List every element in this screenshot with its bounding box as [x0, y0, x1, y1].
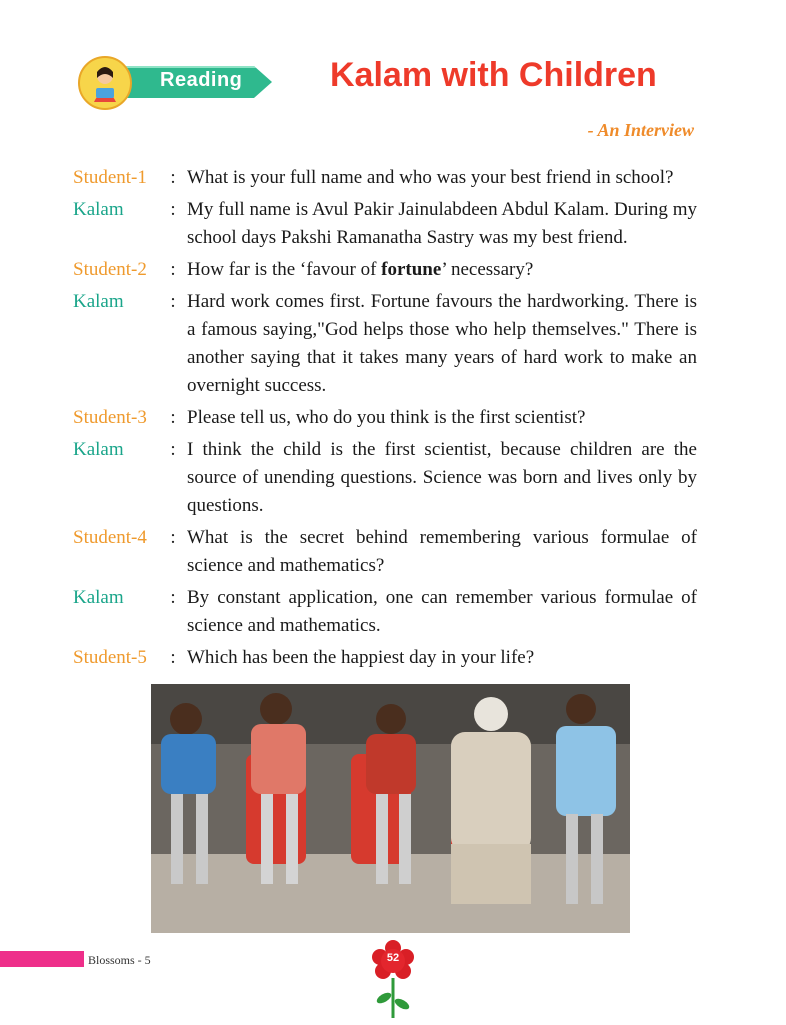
speaker-label: Student-2	[73, 259, 147, 280]
text-part: How far is the ‘favour of	[187, 259, 382, 280]
kalam-with-children-photo	[151, 684, 630, 933]
reading-girl-icon	[78, 56, 132, 110]
badge-label: Reading	[160, 69, 243, 91]
dialogue-row	[73, 404, 697, 432]
speaker-label: Student-1	[73, 167, 147, 188]
dialogue-row	[73, 256, 697, 284]
dialogue-text: What is your full name and who was your best friend in school?	[187, 167, 674, 188]
separator-colon: :	[170, 291, 176, 312]
dialogue-text	[187, 256, 697, 284]
separator-colon: :	[170, 647, 176, 668]
book-title: Blossoms - 5	[88, 953, 151, 967]
dialogue-text: I think the child is the first scientist, because children are the source of unending questions. Science was born and lives only by questions.	[187, 439, 697, 516]
speaker-label: Kalam	[73, 291, 124, 312]
separator-colon: :	[170, 259, 176, 280]
page-subtitle: - An Interview	[587, 120, 694, 140]
dialogue-row	[73, 436, 697, 520]
page-number: 52	[386, 952, 400, 964]
dialogue-text: My full name is Avul Pakir Jainulabdeen Abdul Kalam. During my school days Pakshi Ramanatha Sastry was my best friend.	[187, 199, 697, 248]
dialogue-row	[73, 196, 697, 252]
dialogue-text: Hard work comes first. Fortune favours the hardworking. There is a famous saying,"God helps those who help themselves." There is another saying that it takes many years of hard work to make an overnight success.	[187, 291, 697, 396]
separator-colon: :	[170, 407, 176, 428]
interview-dialogue	[73, 164, 697, 676]
dialogue-row	[73, 644, 697, 672]
speaker-label: Kalam	[73, 439, 124, 460]
speaker-label: Kalam	[73, 199, 124, 220]
dialogue-row	[73, 288, 697, 400]
footer-accent-bar	[0, 951, 84, 967]
speaker-label: Kalam	[73, 587, 124, 608]
page-title: Kalam with Children	[330, 56, 657, 94]
photo-illustration	[151, 684, 630, 933]
separator-colon: :	[170, 199, 176, 220]
dialogue-text: What is the secret behind remembering various formulae of science and mathematics?	[187, 527, 697, 576]
dialogue-text: By constant application, one can remember various formulae of science and mathematics.	[187, 587, 697, 636]
separator-colon: :	[170, 439, 176, 460]
text-part: ’ necessary?	[441, 259, 534, 280]
speaker-label: Student-5	[73, 647, 147, 668]
speaker-label: Student-3	[73, 407, 147, 428]
separator-colon: :	[170, 167, 176, 188]
dialogue-text: Which has been the happiest day in your life?	[187, 647, 535, 668]
dialogue-row	[73, 584, 697, 640]
dialogue-row	[73, 524, 697, 580]
bold-word: fortune	[381, 259, 442, 280]
separator-colon: :	[170, 527, 176, 548]
dialogue-text: Please tell us, who do you think is the first scientist?	[187, 407, 586, 428]
dialogue-row	[73, 164, 697, 192]
separator-colon: :	[170, 587, 176, 608]
speaker-label: Student-4	[73, 527, 147, 548]
reading-badge	[74, 56, 274, 106]
